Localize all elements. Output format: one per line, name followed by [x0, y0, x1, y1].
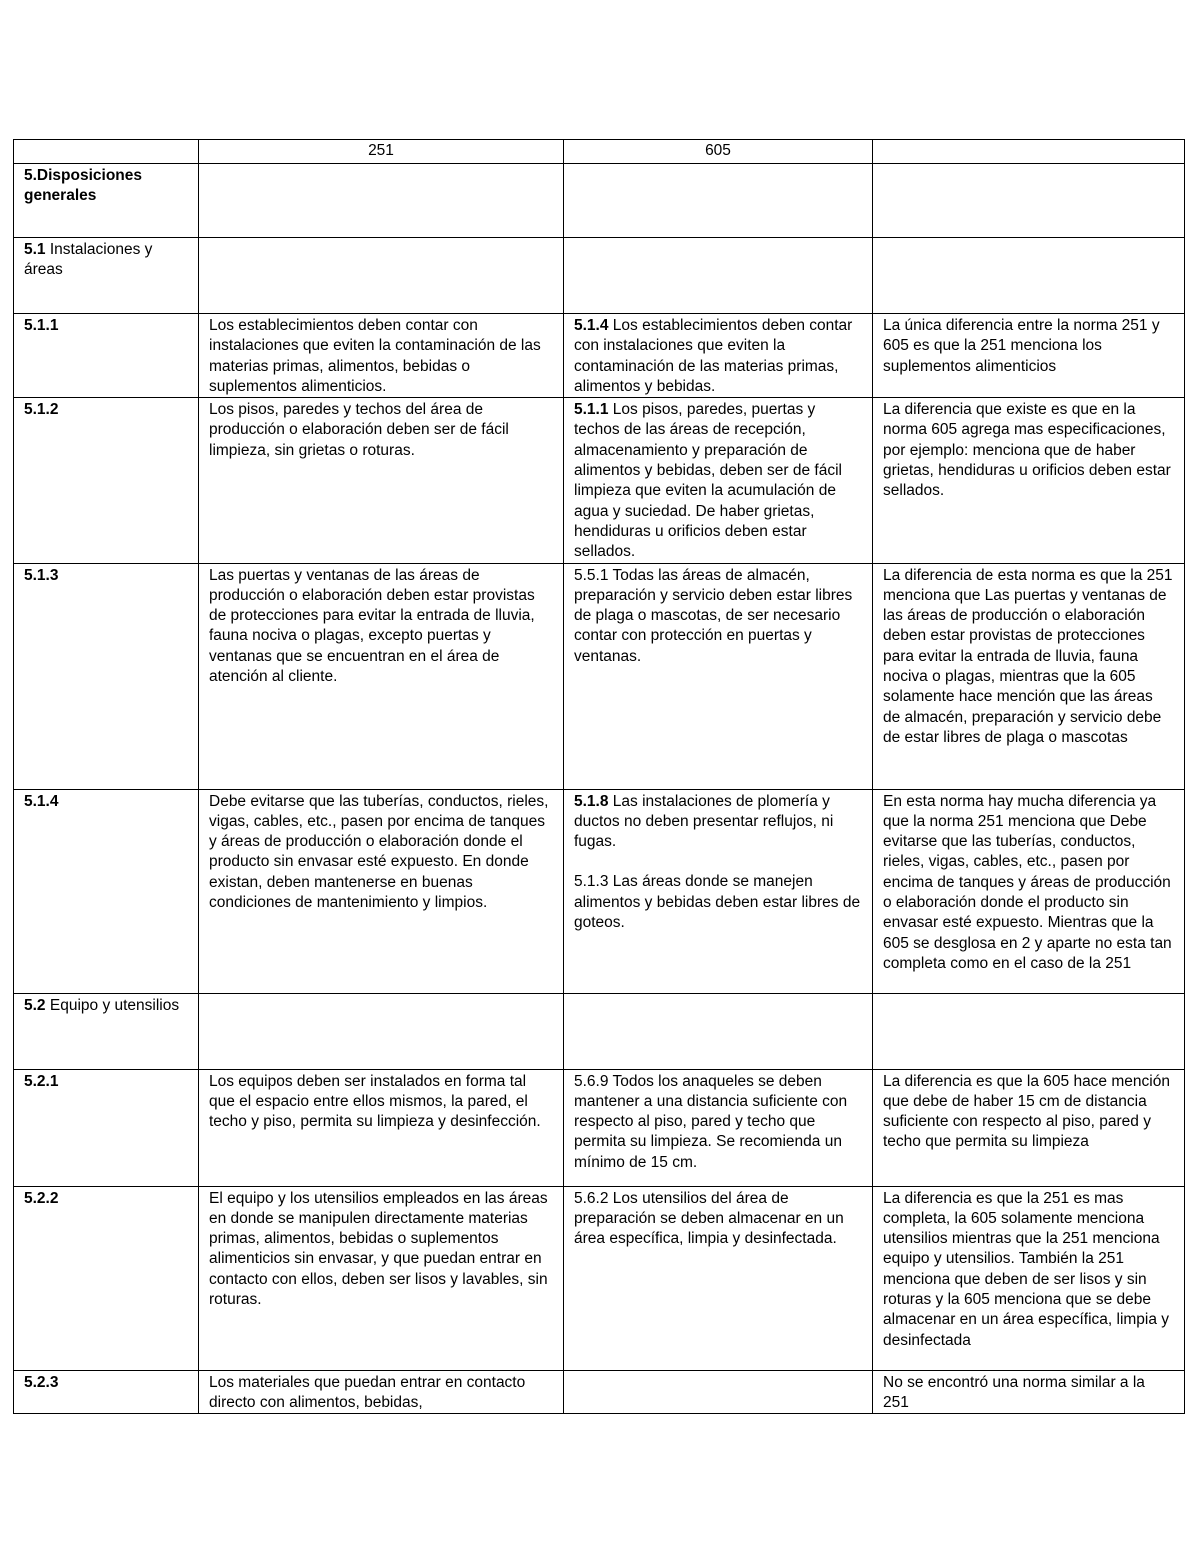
norm-605-cell	[564, 1370, 873, 1414]
section-number: 5.2.3	[24, 1373, 59, 1391]
header-cell-251: 251	[199, 140, 564, 164]
table-row	[14, 1370, 1185, 1414]
difference-text: En esta norma hay mucha diferencia ya que la norma 251 menciona que Debe evitarse que las tuberías, conductos, rieles, vigas, cables, etc., pasen por encima de tanques y áreas de producción o elaboración donde el producto sin envasar esté expuesto. Mientras que la 605 se desglosa en 2 y aparte no esta tan completa como en el caso de la 251	[883, 792, 1172, 972]
norm-605-text: 5.6.9 Todos los anaqueles se deben mantener a una distancia suficiente con respecto al piso, pared y techo que permita su limpieza. Se recomienda un mínimo de 15 cm.	[574, 1072, 848, 1171]
norm-251-cell	[199, 238, 564, 314]
norm-605-cell	[564, 993, 873, 1069]
norm-605-clause-number: 5.1.8	[574, 792, 609, 810]
norm-605-text: Las instalaciones de plomería y ductos no deben presentar reflujos, ni fugas.	[574, 792, 834, 851]
norm-605-cell	[564, 314, 873, 398]
difference-cell	[873, 314, 1185, 398]
norm-251-cell	[199, 1069, 564, 1186]
norm-605-paragraph	[574, 566, 862, 667]
table-row	[14, 398, 1185, 563]
difference-cell	[873, 1370, 1185, 1414]
norm-605-cell	[564, 789, 873, 993]
section-label-cell	[14, 563, 199, 789]
difference-text: La única diferencia entre la norma 251 y 605 es que la 251 menciona los suplementos alimenticios	[883, 317, 1160, 375]
norm-605-text: Los pisos, paredes, puertas y techos de las áreas de recepción, almacenamiento y preparación de alimentos y bebidas, deben ser de fácil limpieza que eviten la acumulación de agua y suciedad. De haber grietas, hendiduras u orificios deben estar sellados.	[574, 401, 842, 561]
norm-605-cell	[564, 563, 873, 789]
norm-605-paragraph	[574, 1072, 862, 1173]
norm-251-cell	[199, 1370, 564, 1414]
header-cell-label	[14, 140, 199, 164]
norm-605-text: Los establecimientos deben contar con instalaciones que eviten la contaminación de las materias primas, alimentos y bebidas.	[574, 317, 853, 395]
section-title: Equipo y utensilios	[45, 996, 180, 1014]
norm-605-cell	[564, 238, 873, 314]
norm-251-cell	[199, 1186, 564, 1370]
section-number: 5.1.2	[24, 401, 59, 419]
norm-251-cell	[199, 993, 564, 1069]
norm-251-text: Las puertas y ventanas de las áreas de producción o elaboración deben estar provistas de protecciones para evitar la entrada de lluvia, fauna nociva o plagas, excepto puertas y ventanas que se encuentran en el área de atención al cliente.	[209, 566, 535, 686]
norm-605-paragraph	[574, 400, 862, 562]
section-label-cell	[14, 1069, 199, 1186]
section-number: 5.1.1	[24, 317, 59, 334]
norm-251-cell	[199, 398, 564, 563]
norm-605-paragraph	[574, 316, 862, 397]
norm-251-text: El equipo y los utensilios empleados en las áreas en donde se manipulen directamente materias primas, alimentos, bebidas o suplementos alimenticios sin envasar, y que puedan entrar en contacto con ellos, deben ser lisos y lavables, sin roturas.	[209, 1189, 548, 1309]
difference-text: La diferencia es que la 605 hace mención que debe de haber 15 cm de distancia suficiente con respecto al piso, pared y techo que permita su limpieza	[883, 1072, 1170, 1151]
norm-605-cell	[564, 398, 873, 563]
difference-cell	[873, 563, 1185, 789]
difference-cell	[873, 789, 1185, 993]
table-row	[14, 314, 1185, 398]
difference-text: La diferencia es que la 251 es mas completa, la 605 solamente menciona utensilios mientras que la 251 menciona equipo y utensilios. También la 251 menciona que deben de ser lisos y sin roturas y la 605 menciona que se debe almacenar en un área específica, limpia y desinfectada	[883, 1189, 1170, 1349]
section-number: 5.2.2	[24, 1189, 59, 1207]
norm-251-text: Los equipos deben ser instalados en forma tal que el espacio entre ellos mismos, la pared, el techo y piso, permita su limpieza y desinfección.	[209, 1072, 541, 1131]
section-label-cell	[14, 789, 199, 993]
norm-605-cell	[564, 1186, 873, 1370]
norm-251-text: Los pisos, paredes y techos del área de producción o elaboración deben ser de fácil limpieza, sin grietas o roturas.	[209, 401, 509, 459]
header-row	[14, 140, 1185, 164]
norm-251-cell	[199, 563, 564, 789]
norm-605-clause-number: 5.1.4	[574, 317, 609, 334]
norm-251-cell	[199, 789, 564, 993]
section-label-cell	[14, 164, 199, 238]
norm-605-text: 5.5.1 Todas las áreas de almacén, preparación y servicio deben estar libres de plaga o mascotas, de ser necesario contar con protección en puertas y ventanas.	[574, 566, 853, 665]
table-row	[14, 563, 1185, 789]
comparison-table	[13, 139, 1185, 1414]
norm-605-clause-number: 5.1.1	[574, 401, 609, 419]
table-row	[14, 993, 1185, 1069]
norm-605-cell	[564, 164, 873, 238]
difference-cell	[873, 238, 1185, 314]
header-cell-difference	[873, 140, 1185, 164]
section-number: 5.1.4	[24, 792, 59, 810]
section-number: 5.2	[24, 996, 46, 1014]
difference-text: No se encontró una norma similar a la 251	[883, 1373, 1145, 1411]
difference-cell	[873, 164, 1185, 238]
table-row	[14, 1069, 1185, 1186]
norm-605-text: 5.6.2 Los utensilios del área de preparación se deben almacenar en un área específica, limpia y desinfectada.	[574, 1189, 844, 1248]
difference-cell	[873, 1069, 1185, 1186]
section-label-cell	[14, 238, 199, 314]
norm-251-text: Los materiales que puedan entrar en contacto directo con alimentos, bebidas,	[209, 1373, 526, 1411]
difference-text: La diferencia de esta norma es que la 251 menciona que Las puertas y ventanas de las áreas de producción o elaboración deben estar provistas de protecciones para evitar la entrada de lluvia, fauna nociva o plagas, mientras que la 605 solamente hace mención que las áreas de almacén, preparación y servicio debe de estar libres de plaga o mascotas	[883, 566, 1173, 746]
section-label-cell	[14, 314, 199, 398]
section-label-cell	[14, 1186, 199, 1370]
norm-605-second-paragraph: 5.1.3 Las áreas donde se manejen alimentos y bebidas deben estar libres de goteos.	[574, 873, 861, 932]
difference-text: La diferencia que existe es que en la norma 605 agrega mas especificaciones, por ejemplo: menciona que de haber grietas, hendiduras u orificios deben estar sellados.	[883, 401, 1171, 500]
norm-251-text: Los establecimientos deben contar con instalaciones que eviten la contaminación de las materias primas, alimentos, bebidas o suplementos alimenticios.	[209, 317, 541, 395]
section-label-cell	[14, 398, 199, 563]
table-row	[14, 1186, 1185, 1370]
norm-251-cell	[199, 164, 564, 238]
difference-cell	[873, 1186, 1185, 1370]
difference-cell	[873, 993, 1185, 1069]
difference-cell	[873, 398, 1185, 563]
table-row	[14, 164, 1185, 238]
norm-251-cell	[199, 314, 564, 398]
section-number: 5.1	[24, 241, 46, 258]
norm-605-cell	[564, 1069, 873, 1186]
section-label-cell	[14, 1370, 199, 1414]
section-label-cell	[14, 993, 199, 1069]
section-number: 5.1.3	[24, 566, 59, 584]
table-row	[14, 789, 1185, 993]
table-row	[14, 238, 1185, 314]
norm-605-paragraph	[574, 792, 862, 853]
section-number: 5.Disposiciones generales	[24, 167, 143, 205]
section-title: Instalaciones y áreas	[24, 241, 153, 279]
norm-251-text: Debe evitarse que las tuberías, conductos, rieles, vigas, cables, etc., pasen por encima de tanques y áreas de producción o elaboración donde el producto sin envasar esté expuesto. En donde existan, deben mantenerse en buenas condiciones de mantenimiento y limpios.	[209, 792, 549, 912]
norm-605-paragraph	[574, 1189, 862, 1250]
section-number: 5.2.1	[24, 1072, 59, 1090]
header-cell-605: 605	[564, 140, 873, 164]
